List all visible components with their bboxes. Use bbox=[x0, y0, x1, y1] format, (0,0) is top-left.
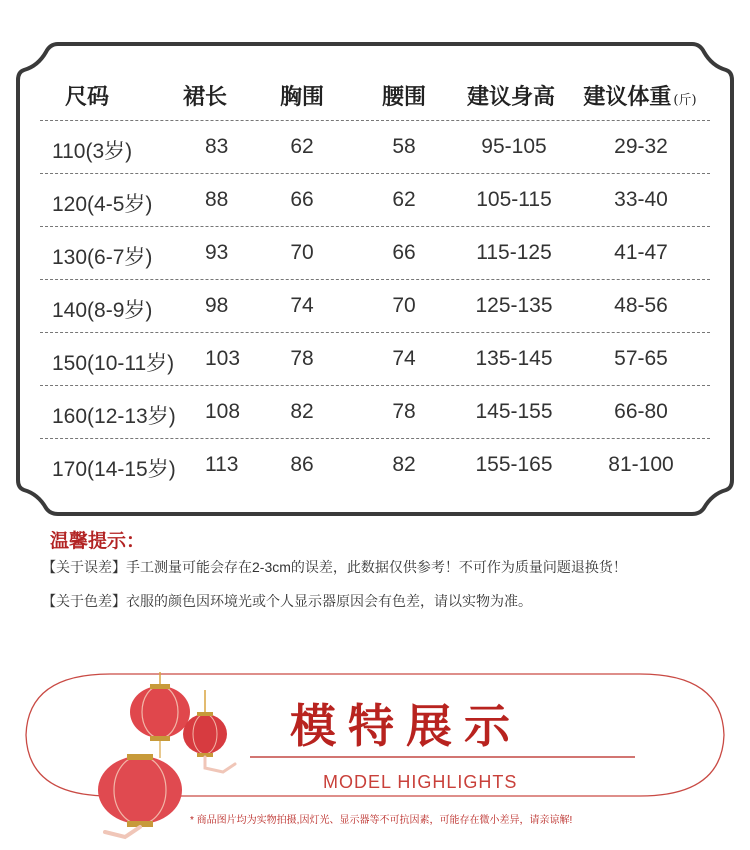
header-weight-label: 建议体重 bbox=[583, 84, 672, 110]
table-row: 120(4-5岁) 88 66 62 105-115 33-40 bbox=[40, 173, 710, 226]
cell-weight: 48-56 bbox=[614, 294, 668, 317]
cell-size: 110(3岁) bbox=[52, 140, 133, 163]
table-header bbox=[40, 70, 710, 120]
cell-chest: 78 bbox=[290, 347, 314, 370]
cell-size: 120(4-5岁) bbox=[52, 193, 153, 216]
cell-height: 125-135 bbox=[475, 294, 553, 317]
header-weight bbox=[583, 80, 696, 111]
header-waist: 腰围 bbox=[381, 84, 427, 110]
cell-waist: 70 bbox=[392, 294, 416, 317]
cell-chest: 62 bbox=[290, 135, 314, 158]
cell-size: 140(8-9岁) bbox=[52, 299, 153, 322]
cell-weight: 29-32 bbox=[614, 135, 668, 158]
cell-chest: 86 bbox=[290, 453, 314, 476]
cell-chest: 66 bbox=[290, 188, 314, 211]
header-skirt-length: 裙长 bbox=[182, 84, 228, 110]
cell-weight: 57-65 bbox=[614, 347, 668, 370]
cell-chest: 82 bbox=[290, 400, 314, 423]
header-weight-unit: (斤) bbox=[673, 93, 697, 108]
cell-size: 130(6-7岁) bbox=[52, 246, 153, 269]
cell-height: 105-115 bbox=[476, 188, 552, 211]
cell-chest: 70 bbox=[290, 241, 314, 264]
cell-weight: 33-40 bbox=[614, 188, 668, 211]
cell-height: 115-125 bbox=[476, 241, 552, 264]
cell-size: 150(10-11岁) bbox=[52, 352, 175, 375]
cell-waist: 74 bbox=[392, 347, 416, 370]
cell-size: 170(14-15岁) bbox=[52, 458, 176, 481]
cell-weight: 66-80 bbox=[614, 400, 668, 423]
cell-waist: 62 bbox=[392, 188, 416, 211]
header-height: 建议身高 bbox=[466, 84, 556, 110]
cell-waist: 58 bbox=[392, 135, 416, 158]
cell-chest: 74 bbox=[290, 294, 314, 317]
cell-height: 155-165 bbox=[475, 453, 553, 476]
table-row: 150(10-11岁) 103 78 74 135-145 57-65 bbox=[40, 332, 710, 385]
table-row: 160(12-13岁) 108 82 78 145-155 66-80 bbox=[40, 385, 710, 438]
table-row: 140(8-9岁) 98 74 70 125-135 48-56 bbox=[40, 279, 710, 332]
cell-weight: 41-47 bbox=[614, 241, 668, 264]
cell-size: 160(12-13岁) bbox=[52, 405, 176, 428]
cell-height: 145-155 bbox=[475, 400, 553, 423]
table-row: 130(6-7岁) 93 70 66 115-125 41-47 bbox=[40, 226, 710, 279]
cell-waist: 66 bbox=[392, 241, 416, 264]
banner-title: 模特展示 bbox=[290, 699, 522, 753]
cell-height: 95-105 bbox=[481, 135, 547, 158]
cell-waist: 82 bbox=[392, 453, 416, 476]
table-row: 110(3岁) 83 62 58 95-105 29-32 bbox=[40, 120, 710, 173]
banner-subtitle: MODEL HIGHLIGHTS bbox=[323, 772, 518, 792]
tips-title: 温馨提示： bbox=[50, 531, 146, 552]
banner-note: * 商品图片均为实物拍摄,因灯光、显示器等不可抗因素，可能存在微小差异，请亲谅解! bbox=[190, 815, 573, 826]
size-table bbox=[40, 70, 710, 491]
cell-height: 135-145 bbox=[475, 347, 553, 370]
tip-color-difference: 【关于色差】衣服的颜色因环境光或个人显示器原因会有色差，请以实物为准。 bbox=[42, 593, 532, 609]
table-row: 170(14-15岁) 113 86 82 155-165 81-100 bbox=[40, 438, 710, 491]
cell-waist: 78 bbox=[392, 400, 416, 423]
header-chest: 胸围 bbox=[279, 84, 325, 110]
tip-measurement-error: 【关于误差】手工测量可能会存在2-3cm的误差，此数据仅供参考！不可作为质量问题退换货！ bbox=[42, 559, 627, 575]
header-size: 尺码 bbox=[65, 84, 110, 110]
cell-weight: 81-100 bbox=[608, 453, 674, 476]
